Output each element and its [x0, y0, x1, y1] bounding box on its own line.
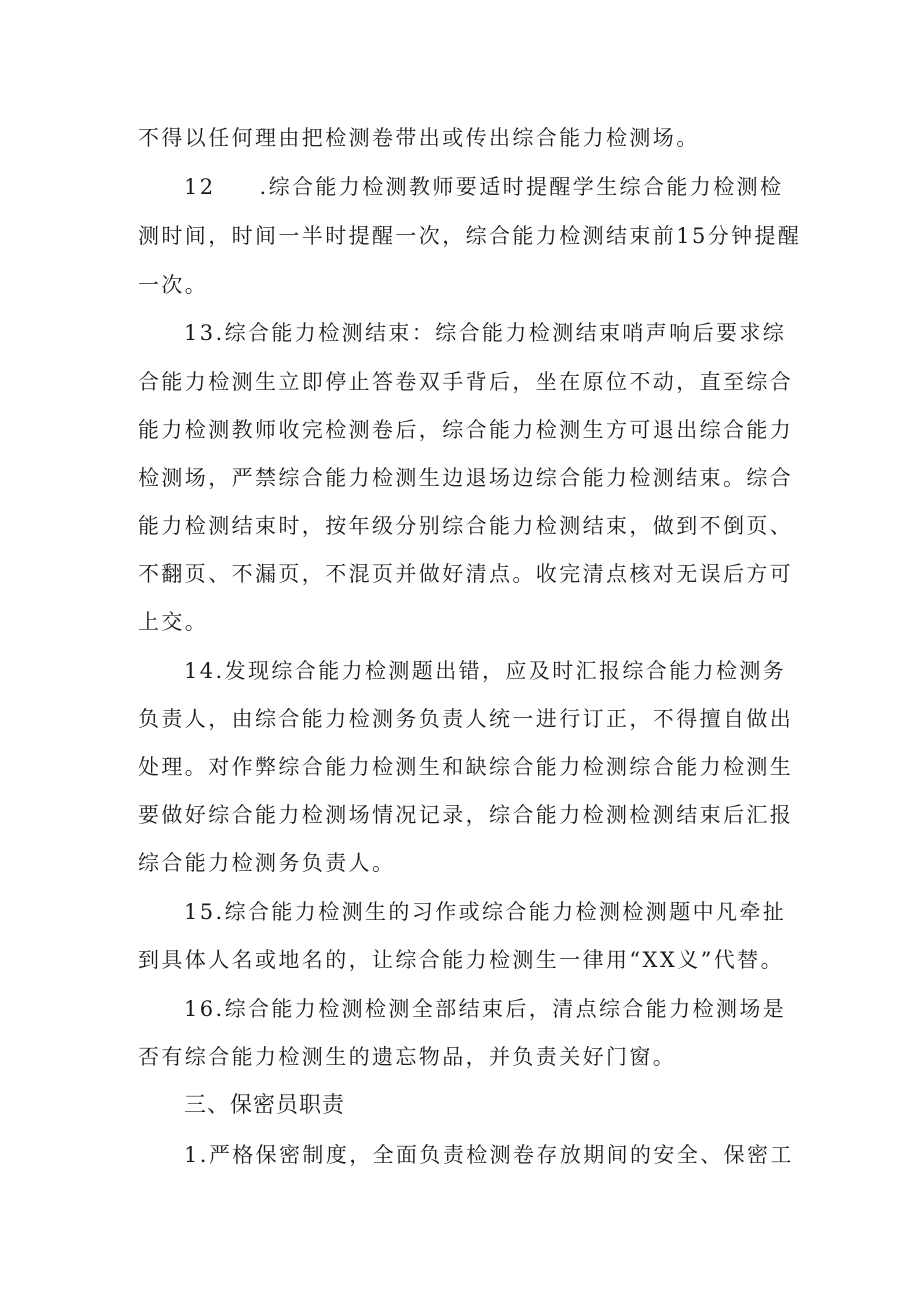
item-1-line: 1.严格保密制度，全面负责检测卷存放期间的安全、保密工 — [184, 1143, 794, 1167]
text-line: 否有综合能力检测生的遗忘物品，并负责关好门窗。 — [138, 1045, 677, 1069]
text-line: 不得以任何理由把检测卷带出或传出综合能力检测场。 — [138, 126, 700, 150]
text-line: 一次。 — [138, 273, 209, 297]
text-line: 测时间，时间一半时提醒一次，综合能力检测结束前15分钟提醒 — [138, 224, 802, 248]
text-line: 负责人，由综合能力检测务负责人统一进行订正，不得擅自做出 — [138, 707, 794, 731]
text-line: 合能力检测生立即停止答卷双手背后，坐在原位不动，直至综合 — [138, 370, 794, 394]
item-13-line: 13.综合能力检测结束：综合能力检测结束哨声响后要求综 — [184, 321, 787, 345]
text-line: 能力检测结束时，按年级分别综合能力检测结束，做到不倒页、 — [138, 514, 794, 538]
text-line: 处理。对作弊综合能力检测生和缺综合能力检测综合能力检测生 — [138, 755, 794, 779]
item-16-line: 16.综合能力检测检测全部结束后，清点综合能力检测场是 — [184, 997, 787, 1021]
item-12-line — [184, 172, 783, 202]
item-number: 12 — [184, 175, 216, 199]
text-line: 综合能力检测务负责人。 — [138, 851, 396, 875]
text-line: 到具体人名或地名的，让综合能力检测生一律用“XX义”代替。 — [138, 948, 784, 972]
text-line: 检测场，严禁综合能力检测生边退场边综合能力检测结束。综合 — [138, 466, 794, 490]
text-line: 上交。 — [138, 610, 209, 634]
text-line: 不翻页、不漏页，不混页并做好清点。收完清点核对无误后方可 — [138, 562, 794, 586]
item-text: .综合能力检测教师要适时提醒学生综合能力检测检 — [259, 175, 784, 199]
text-line: 能力检测教师收完检测卷后，综合能力检测生方可退出综合能力 — [138, 418, 794, 442]
section-heading: 三、保密员职责 — [184, 1093, 346, 1118]
item-15-line: 15.综合能力检测生的习作或综合能力检测检测题中凡牵扯 — [184, 900, 787, 924]
item-14-line: 14.发现综合能力检测题出错，应及时汇报综合能力检测务 — [184, 659, 787, 683]
text-line: 要做好综合能力检测场情况记录，综合能力检测检测结束后汇报 — [138, 803, 794, 827]
